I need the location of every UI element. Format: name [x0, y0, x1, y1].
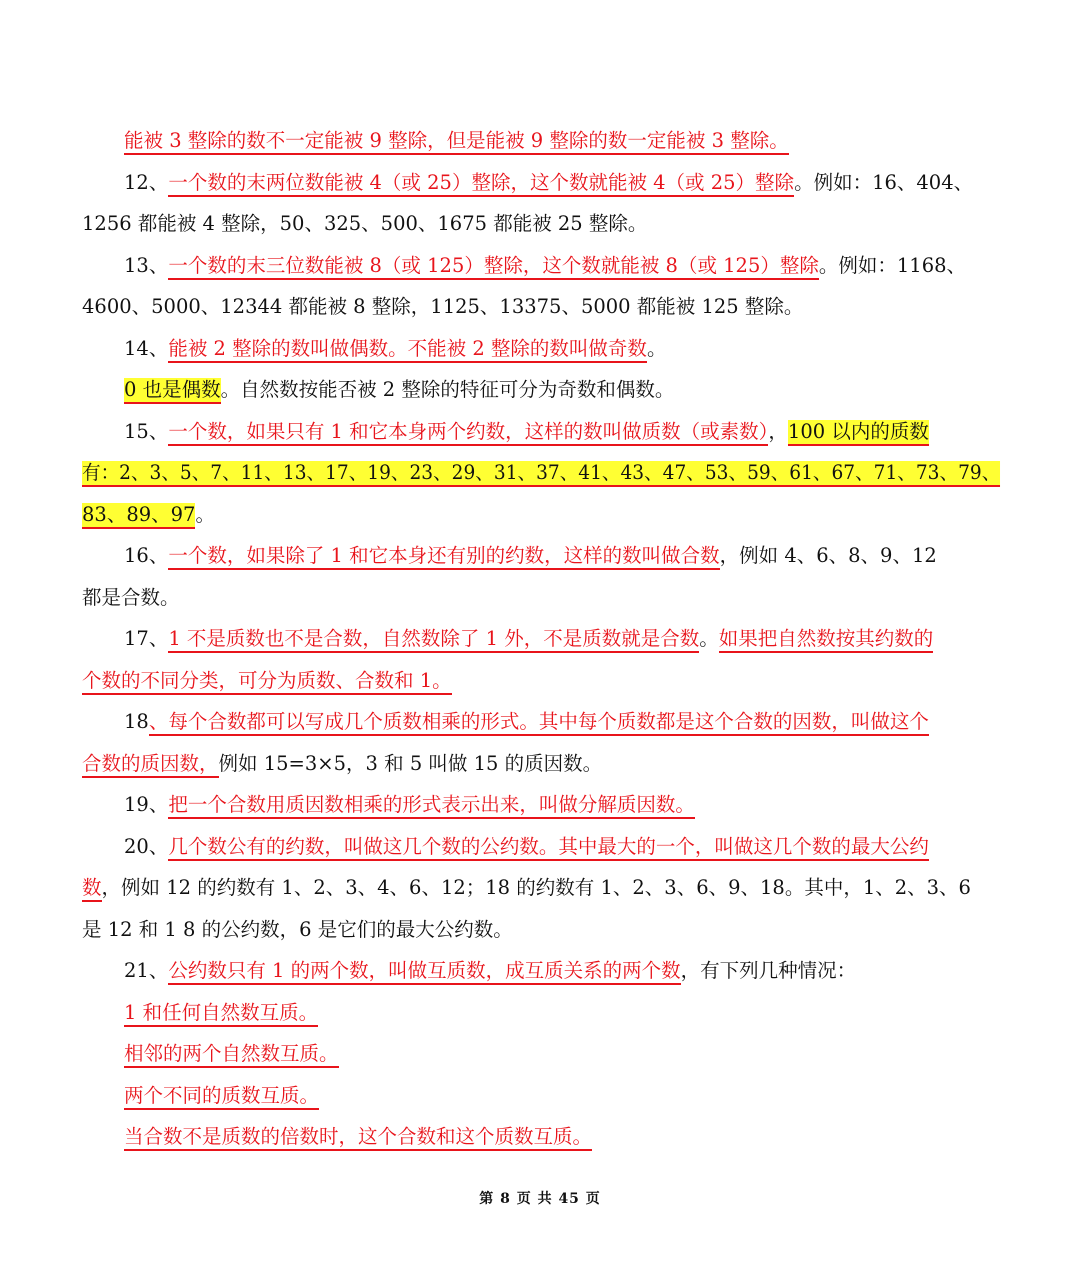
underlined-key-text: 两个不同的质数互质。 — [124, 1084, 319, 1110]
highlighted-text: 0 也是偶数 — [124, 378, 221, 404]
highlighted-text: 100 以内的质数 — [788, 420, 929, 446]
body-text: 12、 — [124, 170, 169, 194]
underlined-key-text: 一个数，如果除了 1 和它本身还有别的约数，这样的数叫做合数 — [168, 544, 719, 570]
body-text: 15、 — [124, 419, 169, 443]
body-text: 21、 — [124, 959, 169, 982]
page-number-footer: 第 8 页 共 45 页 — [479, 1191, 601, 1207]
body-text: 。 — [699, 627, 719, 650]
text-line — [124, 126, 789, 156]
text-line — [82, 915, 513, 945]
text-line — [124, 707, 929, 737]
underlined-key-text: 个数的不同分类，可分为质数、合数和 1。 — [82, 669, 452, 695]
underlined-key-text: 1 不是质数也不是合数，自然数除了 1 外，不是质数就是合数 — [168, 627, 699, 653]
text-line — [82, 873, 971, 903]
body-text: 。例如：1168、 — [818, 253, 967, 277]
underlined-key-text: 公约数只有 1 的两个数，叫做互质数，成互质关系的两个数 — [168, 959, 680, 985]
text-line — [82, 666, 452, 696]
body-text: 16、 — [124, 544, 169, 567]
text-line — [124, 1122, 592, 1152]
body-text: 4600、5000、12344 都能被 8 整除，1125、13375、5000 都能被 125 整除。 — [82, 295, 804, 318]
underlined-key-text: 如果把自然数按其约数的 — [719, 627, 934, 653]
text-line — [124, 251, 966, 281]
text-line — [124, 998, 318, 1028]
text-line — [124, 334, 666, 364]
text-line — [124, 1039, 339, 1069]
body-text: 20、 — [124, 834, 169, 858]
body-text: ，例如 12 的约数有 1、2、3、4、6、12；18 的约数有 1、2、3、6、9、18。其中，1、2、3、6 — [101, 876, 971, 899]
underlined-key-text: 当合数不是质数的倍数时，这个合数和这个质数互质。 — [124, 1125, 592, 1151]
underlined-key-text: 把一个合数用质因数相乘的形式表示出来，叫做分解质因数。 — [168, 793, 695, 819]
text-line — [82, 749, 602, 779]
underlined-key-text: 、每个合数都可以写成几个质数相乘的形式。其中每个质数都是这个合数的因数，叫做这个 — [149, 710, 929, 736]
body-text: 13、 — [124, 253, 169, 277]
underlined-key-text: 几个数公有的约数，叫做这几个数的公约数。其中最大的一个，叫做这几个数的最大公约 — [168, 835, 929, 861]
underlined-key-text: 数 — [82, 876, 102, 902]
text-line — [124, 375, 674, 405]
underlined-key-text: 合数的质因数， — [82, 752, 219, 778]
body-text: ，例如 4、6、8、9、12 — [719, 544, 937, 567]
underlined-key-text: 能被 2 整除的数叫做偶数。不能被 2 整除的数叫做奇数 — [168, 337, 647, 363]
text-line — [124, 790, 695, 820]
text-line — [124, 417, 929, 447]
body-text: ， — [768, 419, 788, 443]
body-text: 例如 15=3×5，3 和 5 叫做 15 的质因数。 — [218, 751, 603, 775]
highlighted-text: 83、89、97 — [82, 503, 195, 529]
underlined-key-text: 能被 3 整除的数不一定能被 9 整除，但是能被 9 整除的数一定能被 3 整除。 — [124, 129, 789, 155]
body-text: 19、 — [124, 793, 169, 816]
text-line — [82, 583, 180, 613]
highlighted-text: 有：2、3、5、7、11、13、17、19、23、29、31、37、41、43、47、53、59、61、67、71、73、79、 — [82, 461, 1000, 487]
body-text: 。 — [195, 502, 215, 526]
underlined-key-text: 1 和任何自然数互质。 — [124, 1001, 318, 1027]
text-line — [124, 541, 937, 571]
text-line — [82, 458, 1000, 488]
body-text: 都是合数。 — [82, 585, 180, 609]
body-text: 17、 — [124, 627, 169, 650]
underlined-key-text: 一个数的末三位数能被 8（或 125）整除，这个数就能被 8（或 125）整除 — [168, 254, 819, 280]
text-line — [82, 209, 647, 239]
body-text: 。 — [646, 336, 667, 360]
body-text: 是 12 和 1 8 的公约数，6 是它们的最大公约数。 — [82, 917, 513, 941]
underlined-key-text: 一个数，如果只有 1 和它本身两个约数，这样的数叫做质数（或素数） — [168, 420, 768, 446]
text-line — [124, 168, 973, 198]
body-text: 14、 — [124, 336, 169, 360]
underlined-key-text: 相邻的两个自然数互质。 — [124, 1042, 339, 1068]
body-text: 18 — [124, 710, 149, 733]
text-line — [124, 956, 856, 986]
text-line — [124, 1081, 319, 1111]
text-line — [82, 500, 215, 530]
text-line — [82, 292, 803, 322]
body-text: 。例如：16、404、 — [794, 170, 974, 194]
text-line — [124, 624, 933, 654]
underlined-key-text: 一个数的末两位数能被 4（或 25）整除，这个数就能被 4（或 25）整除 — [168, 171, 794, 197]
text-line — [124, 832, 929, 862]
body-text: ，有下列几种情况： — [680, 959, 857, 982]
body-text: 。自然数按能否被 2 整除的特征可分为奇数和偶数。 — [220, 378, 675, 401]
body-text: 1256 都能被 4 整除，50、325、500、1675 都能被 25 整除。 — [82, 212, 648, 235]
